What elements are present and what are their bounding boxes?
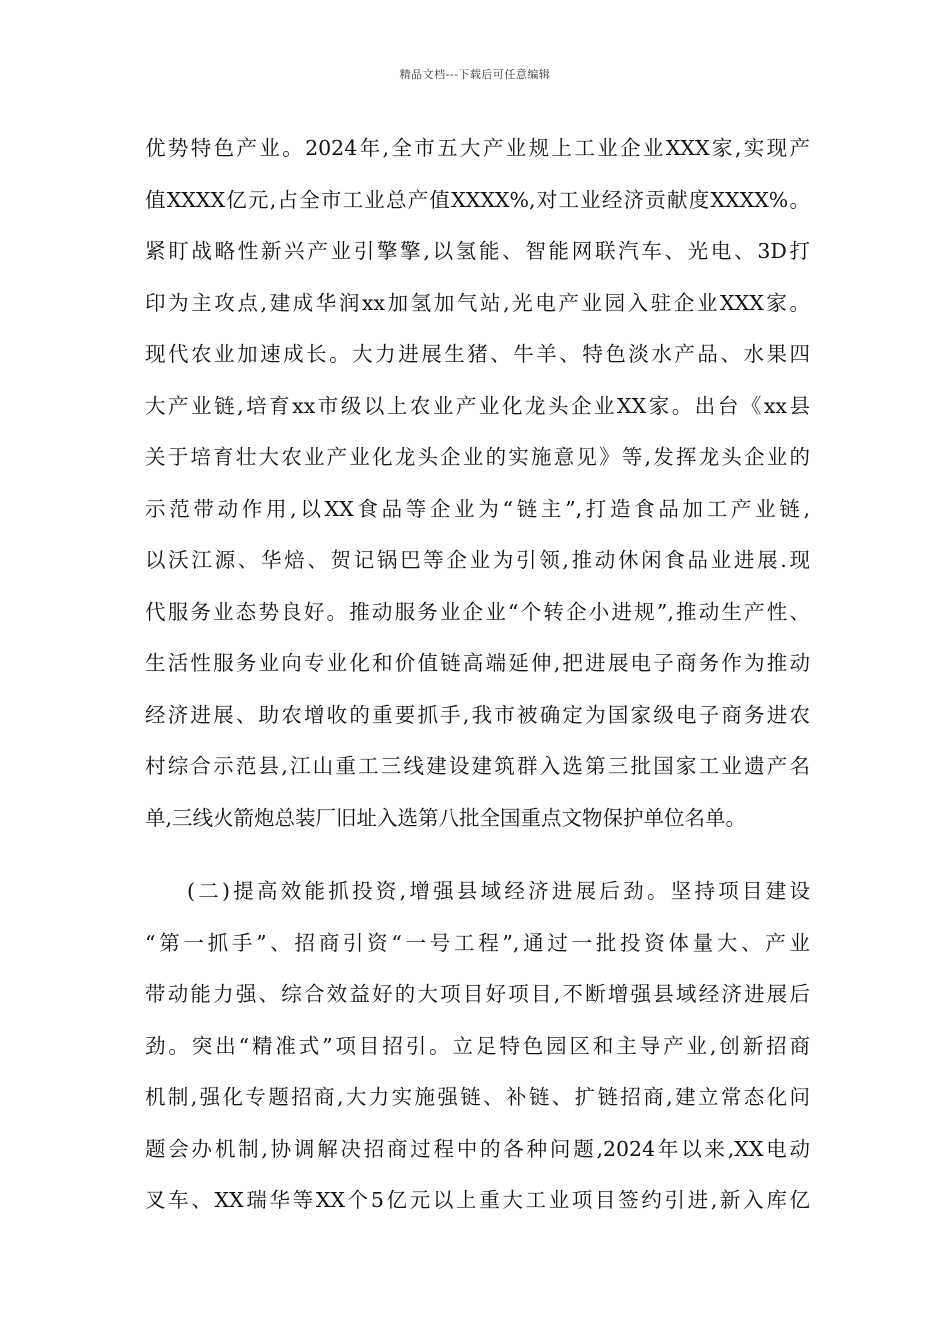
- text-line: 示范带动作用,以XX食品等企业为“链主”,打造食品加工产业链,: [145, 496, 810, 521]
- text-line: “第一抓手”、招商引资“一号工程”,通过一批投资体量大、产业: [145, 930, 810, 955]
- text-line: 大产业链,培育xx市级以上农业产业化龙头企业XX家。出台《xx县: [145, 393, 810, 418]
- text-line: 机制,强化专题招商,大力实施强链、补链、扩链招商,建立常态化问: [145, 1085, 810, 1109]
- text-line: 单,三线火箭炮总装厂旧址入选第八批全国重点文物保护单位名单。: [145, 805, 747, 830]
- text-line: 值XXXX亿元,占全市工业总产值XXXX%,对工业经济贡献度XXXX%。: [145, 187, 810, 212]
- text-line: 现代农业加速成长。大力进展生猪、牛羊、特色淡水产品、水果四: [145, 342, 810, 366]
- paragraph-1: [145, 137, 810, 858]
- paragraph-2: [145, 880, 810, 1241]
- text-line: 劲。突出“精准式”项目招引。立足特色园区和主导产业,创新招商: [145, 1033, 810, 1058]
- text-line: 生活性服务业向专业化和价值链高端延伸,把进展电子商务作为推动: [145, 651, 810, 675]
- text-line: 村综合示范县,江山重工三线建设建筑群入选第三批国家工业遗产名: [145, 754, 810, 778]
- text-line: 代服务业态势良好。推动服务业企业“个转企小进规”,推动生产性、: [145, 599, 810, 624]
- text-line: 紧盯战略性新兴产业引擎擎,以氢能、智能网联汽车、光电、3D打: [145, 239, 810, 263]
- text-line: 叉车、XX瑞华等XX个5亿元以上重大工业项目签约引进,新入库亿: [145, 1188, 810, 1212]
- text-line: 题会办机制,协调解决招商过程中的各种问题,2024年以来,XX电动: [145, 1136, 810, 1161]
- text-line: (二)提高效能抓投资,增强县域经济进展后劲。坚持项目建设: [187, 879, 810, 903]
- text-line: 印为主攻点,建成华润xx加氢加气站,光电产业园入驻企业XXX家。: [145, 290, 810, 315]
- text-line: 优势特色产业。2024年,全市五大产业规上工业企业XXX家,实现产: [145, 136, 810, 160]
- text-line: 以沃江源、华焙、贺记锅巴等企业为引领,推动休闲食品业进展.现: [145, 548, 810, 572]
- text-line: 经济进展、助农增收的重要抓手,我市被确定为国家级电子商务进农: [145, 702, 810, 727]
- page-header: 精品文档---下载后可任意编辑: [399, 68, 551, 81]
- text-line: 带动能力强、综合效益好的大项目好项目,不断增强县域经济进展后: [145, 982, 810, 1006]
- text-line: 关于培育壮大农业产业化龙头企业的实施意见》等,发挥龙头企业的: [145, 445, 810, 469]
